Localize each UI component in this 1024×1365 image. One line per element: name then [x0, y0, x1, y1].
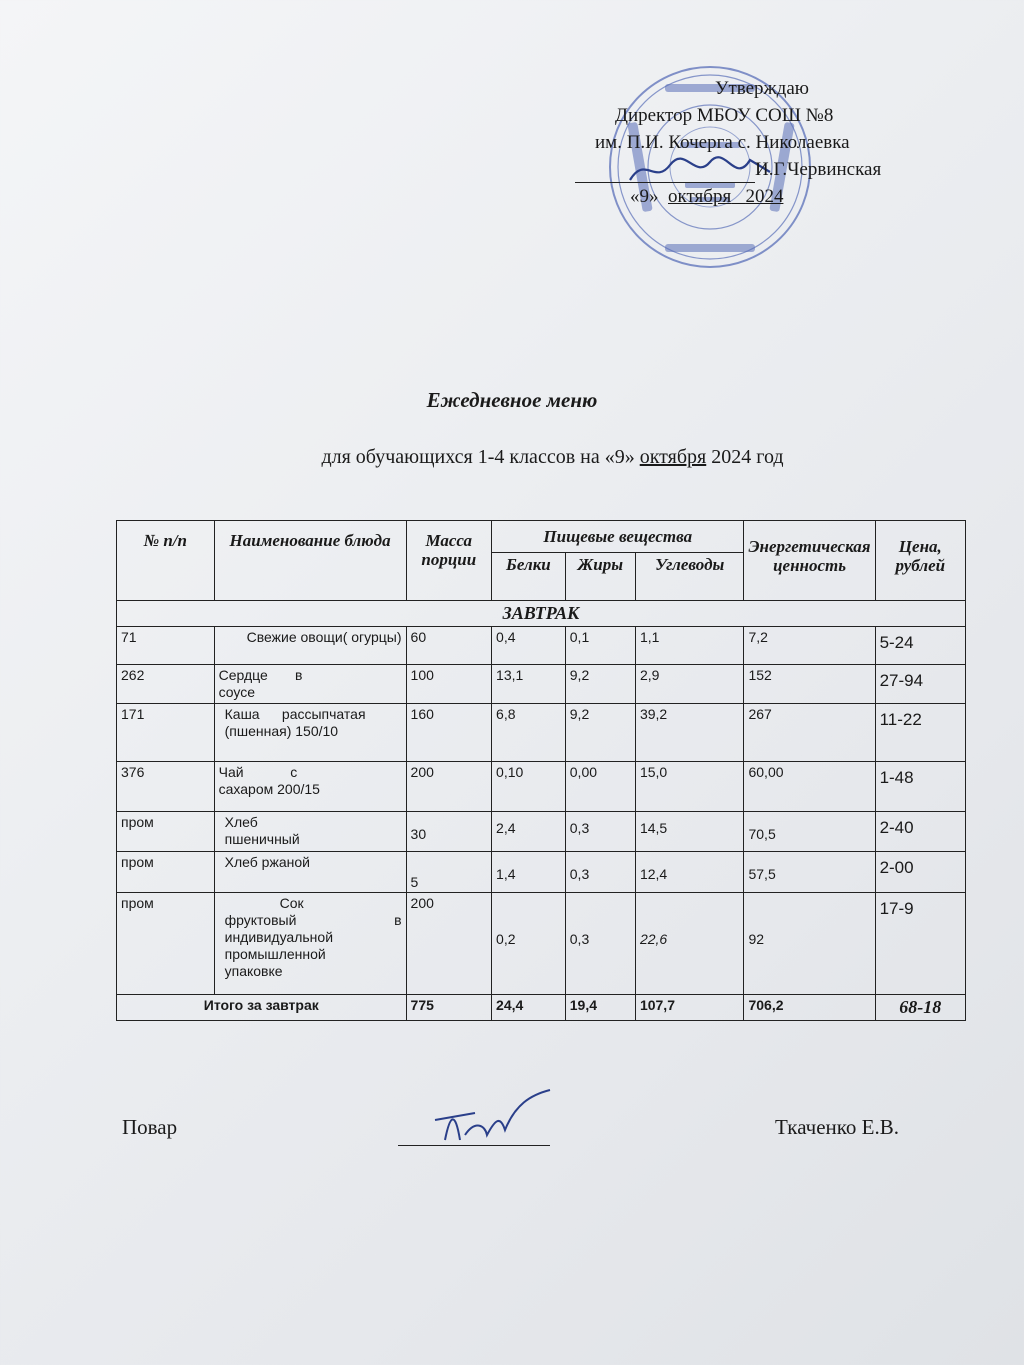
row-carbs: 12,4 — [635, 852, 744, 893]
row-fats: 0,1 — [565, 627, 635, 665]
row-mass: 160 — [406, 704, 492, 762]
row-price: 17-9 — [875, 893, 965, 995]
row-num: пром — [117, 852, 215, 893]
date-day: «9» — [630, 186, 659, 207]
cook-name: Ткаченко Е.В. — [775, 1115, 900, 1139]
row-carbs: 39,2 — [635, 704, 744, 762]
page-subtitle — [0, 446, 1024, 469]
row-proteins: 0,2 — [492, 893, 566, 995]
row-price: 1-48 — [875, 762, 965, 812]
row-num: 171 — [117, 704, 215, 762]
row-price: 11-22 — [875, 704, 965, 762]
total-energy: 706,2 — [744, 995, 875, 1021]
row-fats: 0,3 — [565, 893, 635, 995]
row-name: Чай с сахаром 200/15 — [214, 762, 406, 812]
row-num: пром — [117, 893, 215, 995]
row-mass: 5 — [406, 852, 492, 893]
row-energy: 60,00 — [744, 762, 875, 812]
approval-date — [575, 183, 955, 210]
cook-label: Повар — [122, 1115, 178, 1139]
table-row — [117, 762, 966, 812]
header-name: Наименование блюда — [214, 521, 406, 601]
table-row — [117, 852, 966, 893]
table-row — [117, 893, 966, 995]
approval-block — [575, 75, 955, 210]
row-price: 5-24 — [875, 627, 965, 665]
row-energy: 70,5 — [744, 812, 875, 852]
subtitle-prefix: для обучающихся 1-4 классов на «9» — [321, 446, 635, 468]
header-carbs: Углеводы — [635, 553, 744, 601]
header-energy: Энергетическая ценность — [744, 521, 875, 601]
header-proteins: Белки — [492, 553, 566, 601]
row-proteins: 13,1 — [492, 665, 566, 704]
total-row — [117, 995, 966, 1021]
row-carbs: 2,9 — [635, 665, 744, 704]
total-label: Итого за завтрак — [117, 995, 407, 1021]
row-name: Свежие овощи( огурцы) — [214, 627, 406, 665]
row-fats: 9,2 — [565, 665, 635, 704]
row-price: 27-94 — [875, 665, 965, 704]
header-nutrients: Пищевые вещества — [492, 521, 744, 553]
table-row — [117, 812, 966, 852]
row-energy: 7,2 — [744, 627, 875, 665]
row-mass: 60 — [406, 627, 492, 665]
row-carbs: 22,6 — [635, 893, 744, 995]
row-fats: 0,3 — [565, 852, 635, 893]
row-mass: 30 — [406, 812, 492, 852]
approval-signature-line — [575, 156, 955, 183]
header-num: № п/п — [117, 521, 215, 601]
row-num: 376 — [117, 762, 215, 812]
date-month: октября — [668, 186, 732, 207]
date-year: 2024 — [745, 186, 784, 207]
row-carbs: 14,5 — [635, 812, 744, 852]
page-title: Ежедневное меню — [426, 388, 598, 412]
approval-position: Директор МБОУ СОШ №8 — [615, 105, 834, 126]
row-num: пром — [117, 812, 215, 852]
table-row — [117, 665, 966, 704]
director-name: И.Г.Червинская — [755, 159, 882, 180]
row-carbs: 1,1 — [635, 627, 744, 665]
row-proteins: 2,4 — [492, 812, 566, 852]
row-carbs: 15,0 — [635, 762, 744, 812]
total-proteins: 24,4 — [492, 995, 566, 1021]
row-mass: 100 — [406, 665, 492, 704]
row-proteins: 6,8 — [492, 704, 566, 762]
total-price: 68-18 — [875, 995, 965, 1021]
row-mass: 200 — [406, 762, 492, 812]
header-price: Цена, рублей — [875, 521, 965, 601]
row-energy: 92 — [744, 893, 875, 995]
row-mass: 200 — [406, 893, 492, 995]
row-fats: 0,00 — [565, 762, 635, 812]
approval-school: им. П.И. Кочерга с. Николаевка — [595, 132, 850, 153]
row-num: 262 — [117, 665, 215, 704]
section-breakfast: ЗАВТРАК — [117, 601, 966, 627]
row-price: 2-00 — [875, 852, 965, 893]
row-num: 71 — [117, 627, 215, 665]
row-price: 2-40 — [875, 812, 965, 852]
subtitle-month: октября — [639, 446, 707, 468]
header-mass: Масса порции — [406, 521, 492, 601]
row-name: Хлеб пшеничный — [214, 812, 406, 852]
row-proteins: 0,10 — [492, 762, 566, 812]
total-mass: 775 — [406, 995, 492, 1021]
row-name: Сок фруктовый в индивидуальной промышленной упаковке — [214, 893, 406, 995]
subtitle-suffix: 2024 год — [711, 446, 784, 468]
row-proteins: 1,4 — [492, 852, 566, 893]
total-carbs: 107,7 — [635, 995, 744, 1021]
row-name: Каша рассыпчатая (пшенная) 150/10 — [214, 704, 406, 762]
table-row — [117, 627, 966, 665]
row-proteins: 0,4 — [492, 627, 566, 665]
table-row — [117, 704, 966, 762]
header-fats: Жиры — [565, 553, 635, 601]
row-energy: 152 — [744, 665, 875, 704]
row-fats: 0,3 — [565, 812, 635, 852]
total-fats: 19,4 — [565, 995, 635, 1021]
row-energy: 57,5 — [744, 852, 875, 893]
cook-signature-line — [398, 1145, 550, 1146]
row-fats: 9,2 — [565, 704, 635, 762]
approval-title: Утверждаю — [715, 78, 809, 99]
row-name: Хлеб ржаной — [214, 852, 406, 893]
menu-table — [116, 520, 966, 1021]
row-energy: 267 — [744, 704, 875, 762]
row-name: Сердце в соусе — [214, 665, 406, 704]
